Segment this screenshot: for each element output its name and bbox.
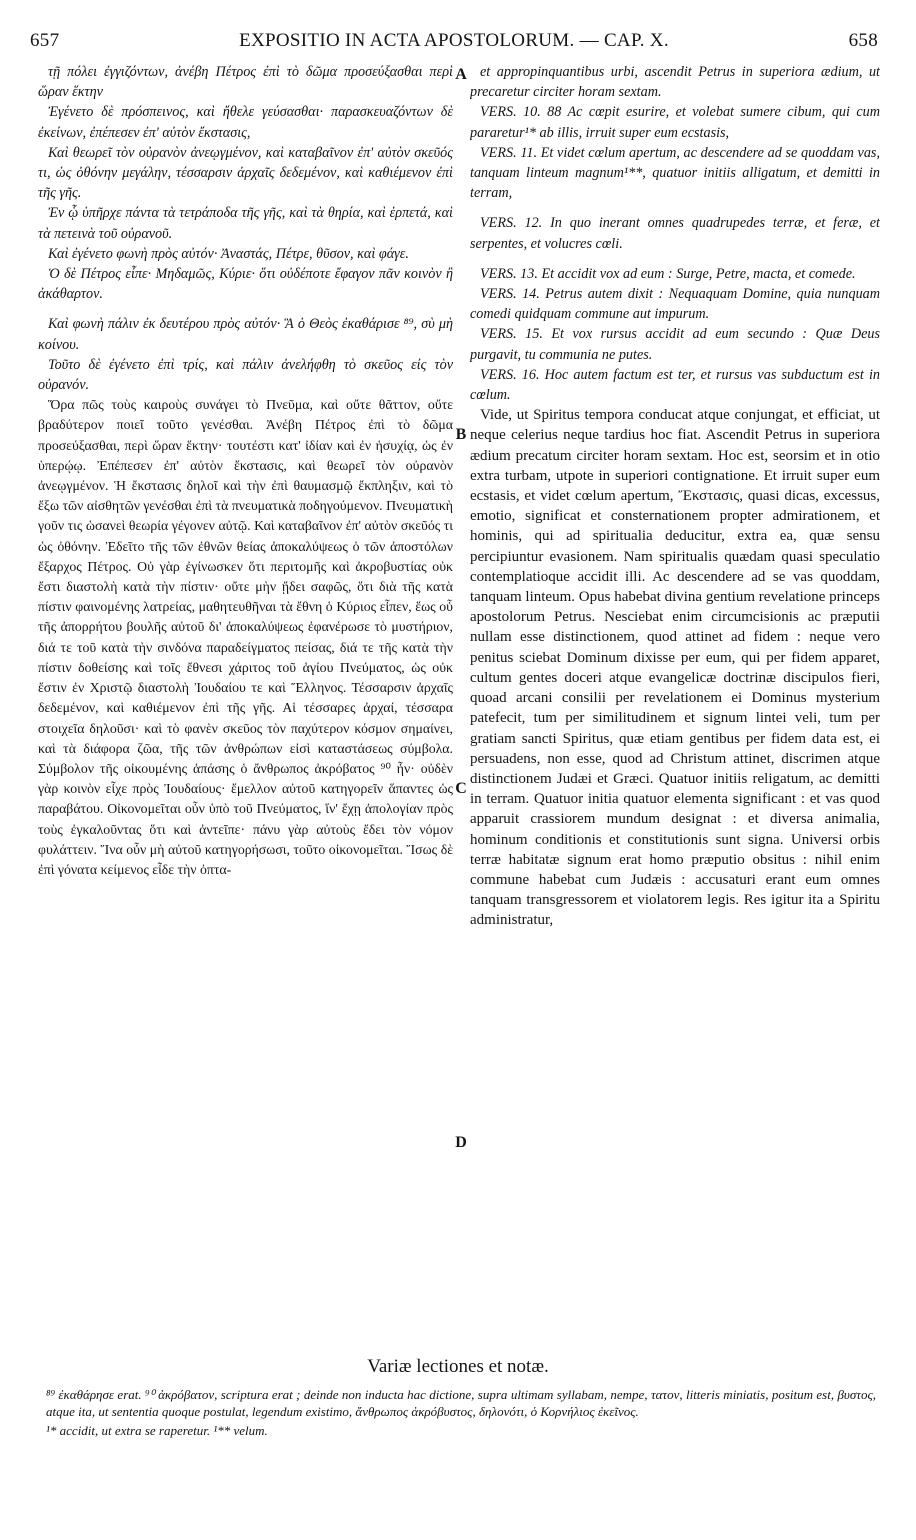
margin-marker-d: D xyxy=(455,1134,467,1151)
margin-marker-c: C xyxy=(455,780,467,797)
greek-commentary: Ὅρα πῶς τοὺς καιροὺς συνάγει τὸ Πνεῦμα, καὶ οὔτε θᾶττον, οὔτε βραδύτερον ποιεῖ τοῦτο γενέσθαι. Ἀνέβη Πέτρος ἐπὶ τὸ δῶμα προσεύξασθαι, περὶ ὥραν ἕκτην· τουτέστι κατ' ἰδίαν καὶ ἐν ἡσυχίᾳ, ὡς ἐν ὑπερῴῳ. Ἐπέπεσεν ἐπ' αὐτὸν ἔκστασις, καὶ θεωρεῖ τὸν οὐρανὸν ἀνεῳγμένον. Ἡ ἔκστασις δηλοῖ καὶ τὴν ἐπὶ θαυμασμῷ ἔκπληξιν, καὶ τὸ ἔξω τῶν αἰσθητῶν γενέσθαι ἐπὶ τὰ πνευματικὰ ποδηγούμενον. Πνευματικὴ γοῦν τις ὡσανεὶ θεωρία γέγονεν αὐτῷ. Καὶ καταβαῖνον ἐπ' αὐτὸν σκεῦός τι ὡς ὀθόνην. Ἐδεῖτο τῆς τῶν ἐθνῶν θείας ἀποκαλύψεως ὁ τῶν ἀποστόλων ἔξαρχος Πέτρος. Οὐ γὰρ ἐγίνωσκεν ὅτι περιτομῆς καὶ ἀκροβυστίας οὐκ ἔστι διαστολὴ κατὰ τὴν πίστιν· οὔτε μὴν ᾔδει σαφῶς, ὅτι διὰ τῆς κατὰ πίστιν φαινομένης λατρείας, μαθητευθῆναι τὰ ἔθνη ὁ Κύριος εἶπεν, ἕως οὗ τῆς ἀπορρήτου βουλῆς αὐτοῦ δι' ἀποκαλύψεως ἐφανέρωσε τὸ μυστήριον, διά τε τοῦ κατὰ τὴν σινδόνα παραδείγματος πείσας, διά τε τῆς κατὰ τὴν πίστιν δοθείσης καὶ τοῖς ἔθνεσι χάριτος τοῦ ἁγίου Πνεύματος, ὡς οὐκ ἔστιν ἐν Χριστῷ διαστολὴ Ἰουδαίου τε καὶ Ἕλληνος. Τέσσαρσιν ἀρχαῖς δεδεμένον, καὶ καθιέμενον ἐπὶ τῆς γῆς. Αἱ τέσσαρες ἀρχαί, τέσσαρα στοιχεῖα δηλοῦσι· καὶ τὸ φανὲν σκεῦος τὸν παχύτερον κόσμον σημαίνει, καὶ τὰ διάφορα ζῶα, τῆς τῶν ἀνθρώπων εἰσὶ καταστάσεως σύμβολα. Σύμβολον τῆς οἰκουμένης ἁπάσης ὁ ἄνθρωπος ἀκρόβατος ⁹⁰ ἦν· οὐδὲν γὰρ κοινὸν εἶχε πρὸς Ἰουδαίους· ἔμελλον αὐτοῦ κατηγορεῖν ἅπαντες ὡς παραβάτου. Οἰκονομεῖται οὖν ὑπὸ τοῦ Πνεύματος, ἵν' ἔχῃ ἀπολογίαν πρὸς τοὺς ἐγκαλοῦντας ὅτι καὶ ἀντεῖπε· πάνυ γὰρ αὐτοὺς ἔδει τὸν νόμον φυλάττειν. Ἵνα οὖν μὴ αὐτοῦ κατηγορήσωσι, τοῦτο οἰκονομεῖται. Ἴσως δὲ ἐπὶ γόνατα κείμενος εἶδε τὴν ὀπτα- xyxy=(38,397,453,877)
latin-verse-15: VERS. 15. Et vox rursus accidit ad eum secundo : Quæ Deus purgavit, tu communia ne putes. xyxy=(470,326,880,363)
greek-verse-11: Καὶ θεωρεῖ τὸν οὐρανὸν ἀνεῳγμένον, καὶ καταβαῖνον ἐπ' αὐτὸν σκεῦός τι, ὡς ὀθόνην μεγάλην, τέσσαρσιν ἀρχαῖς δεδεμένον, καὶ καθιέμενον ἐπὶ τῆς γῆς. xyxy=(38,144,453,202)
notes-heading: Variæ lectiones et notæ. xyxy=(367,1356,549,1377)
page-number-left: 657 xyxy=(30,30,60,51)
latin-verse-16: VERS. 16. Hoc autem factum est ter, et rursus vas subductum est in cœlum. xyxy=(470,366,880,404)
greek-verse-16: Τοῦτο δὲ ἐγένετο ἐπὶ τρίς, καὶ πάλιν ἀνελήφθη τὸ σκεῦος εἰς τὸν οὐρανόν. xyxy=(38,356,453,394)
margin-marker-b: B xyxy=(455,426,467,443)
latin-verse-11: VERS. 11. Et videt cœlum apertum, ac descendere ad se quoddam vas, tanquam linteum magnum¹**, quatuor initiis alligatum, et demitti in terram, xyxy=(470,144,880,202)
greek-verse-15: Καὶ φωνὴ πάλιν ἐκ δευτέρου πρὸς αὐτόν· Ἃ ὁ Θεὸς ἐκαθάρισε ⁸⁹, σὺ μὴ κοίνου. xyxy=(38,316,453,353)
greek-verse-9: τῇ πόλει ἐγγιζόντων, ἀνέβη Πέτρος ἐπὶ τὸ δῶμα προσεύξασθαι περὶ ὥραν ἕκτην xyxy=(38,64,453,101)
latin-verse-12: VERS. 12. In quo inerant omnes quadrupedes terræ, et feræ, et serpentes, et volucres cœli. xyxy=(470,215,880,252)
greek-verse-14: Ὁ δὲ Πέτρος εἶπε· Μηδαμῶς, Κύριε· ὅτι οὐδέποτε ἔφαγον πᾶν κοινὸν ἢ ἀκάθαρτον. xyxy=(38,266,453,303)
latin-text-column xyxy=(470,62,880,1360)
margin-marker-a: A xyxy=(455,66,467,83)
page-title: EXPOSITIO IN ACTA APOSTOLORUM. — CAP. X. xyxy=(239,30,669,51)
latin-verse-14: VERS. 14. Petrus autem dixit : Nequaquam Domine, quia nunquam comedi quidquam commune aut impurum. xyxy=(470,286,880,323)
greek-verse-12: Ἐν ᾧ ὑπῆρχε πάντα τὰ τετράποδα τῆς γῆς, καὶ τὰ θηρία, καὶ ἑρπετά, καὶ τὰ πετεινὰ τοῦ οὐρανοῦ. xyxy=(38,205,453,242)
notes-block xyxy=(46,1386,876,1441)
greek-verse-10: Ἐγένετο δὲ πρόσπεινος, καὶ ἤθελε γεύσασθαι· παρασκευαζόντων δὲ ἐκείνων, ἐπέπεσεν ἐπ' αὐτὸν ἔκστασις, xyxy=(38,104,453,141)
page-number-right: 658 xyxy=(848,30,878,51)
running-header xyxy=(30,30,878,56)
greek-text-column xyxy=(38,62,453,1360)
latin-verse-9: et appropinquantibus urbi, ascendit Petrus in superiora ædium, ut precaretur circiter horam sextam. xyxy=(470,64,880,101)
latin-verse-10: VERS. 10. 88 Ac cœpit esurire, et volebat sumere cibum, qui cum pararetur¹* ab illis, irruit super eum ecstasis, xyxy=(470,104,880,141)
latin-verse-13: VERS. 13. Et accidit vox ad eum : Surge, Petre, macta, et comede. xyxy=(480,265,856,282)
latin-commentary: Vide, ut Spiritus tempora conducat atque conjungat, et efficiat, ut neque celerius neque tardius hoc fiat. Ascendit Petrus in superiora ædium precatum circiter horam sextam. Hoc est, seorsim et in otio extra turbam, utpote in superiori contignatione. Et irruit super eum ecstasis, et videt cœlum apertum, Ἔκστασις, quasi dicas, excessus, emotio, significat et consternationem propter admirationem, et hominis, qui ad spiritualia deducitur, extra ea, quæ sensu percipiuntur evasionem. Nam spiritualis quædam quasi speculatio contemplatioque accidit illi. Ac descendere ad se vas quoddam, tanquam linteum. Opus habebat divina gentium revelatione princeps apostolorum Petrus. Nesciebat enim circumcisionis ac præputii nullam esse distinctionem, quod attinet ad fidem : neque vero penitus sciebat Dominum dixisse per eum, qui per fidem apparet, cultum gentes doceri atque evangelicæ doctrinæ discipulos fieri, quoad arcani consilii per revelationem ei Dominus mysterium patefecit, tum per similitudinem et signum lintei veli, tum per gratiam sancti Spiritus, quæ etiam gentibus per fidem data est, ei persuadens, non esse, quod ad Christum attinet, discrimen atque distinctionem Judæi et Græci. Quatuor initiis religatum, ac demitti in terram. Quatuor initia quatuor elementa significant : et vas quod apparuit crassiorem mundum designat : et diversa animalia, hominum conditionis et constitutionis sunt signa. Universi orbis terræ habitatæ signum erat homo præputio obsitus : nihil enim commune habebat cum Judæis : accusaturi erant eum omnes tanquam transgressorem et violatorem legis. Res igitur ita a Spiritu administratur, xyxy=(470,407,880,929)
greek-verse-13: Καὶ ἐγένετο φωνὴ πρὸς αὐτόν· Ἀναστάς, Πέτρε, θῦσον, καὶ φάγε. xyxy=(48,245,409,262)
note-line: ⁸⁹ ἐκαθάρησε erat. ⁹⁰ ἀκρόβατον, scriptura erat ; deinde non inducta hac dictione, supra ultimam syllabam, nempe, τατον, litteris miniatis, positum est, βυστος, atque ita, ut sententia quoque postulat, legendum existimo, ἄνθρωπος ἀκρόβυστος, δηλονότι, ὁ Κορνήλιος ἐκεῖνος. xyxy=(46,1387,876,1419)
note-line: ¹* accidit, ut extra se raperetur. ¹** velum. xyxy=(46,1423,268,1438)
